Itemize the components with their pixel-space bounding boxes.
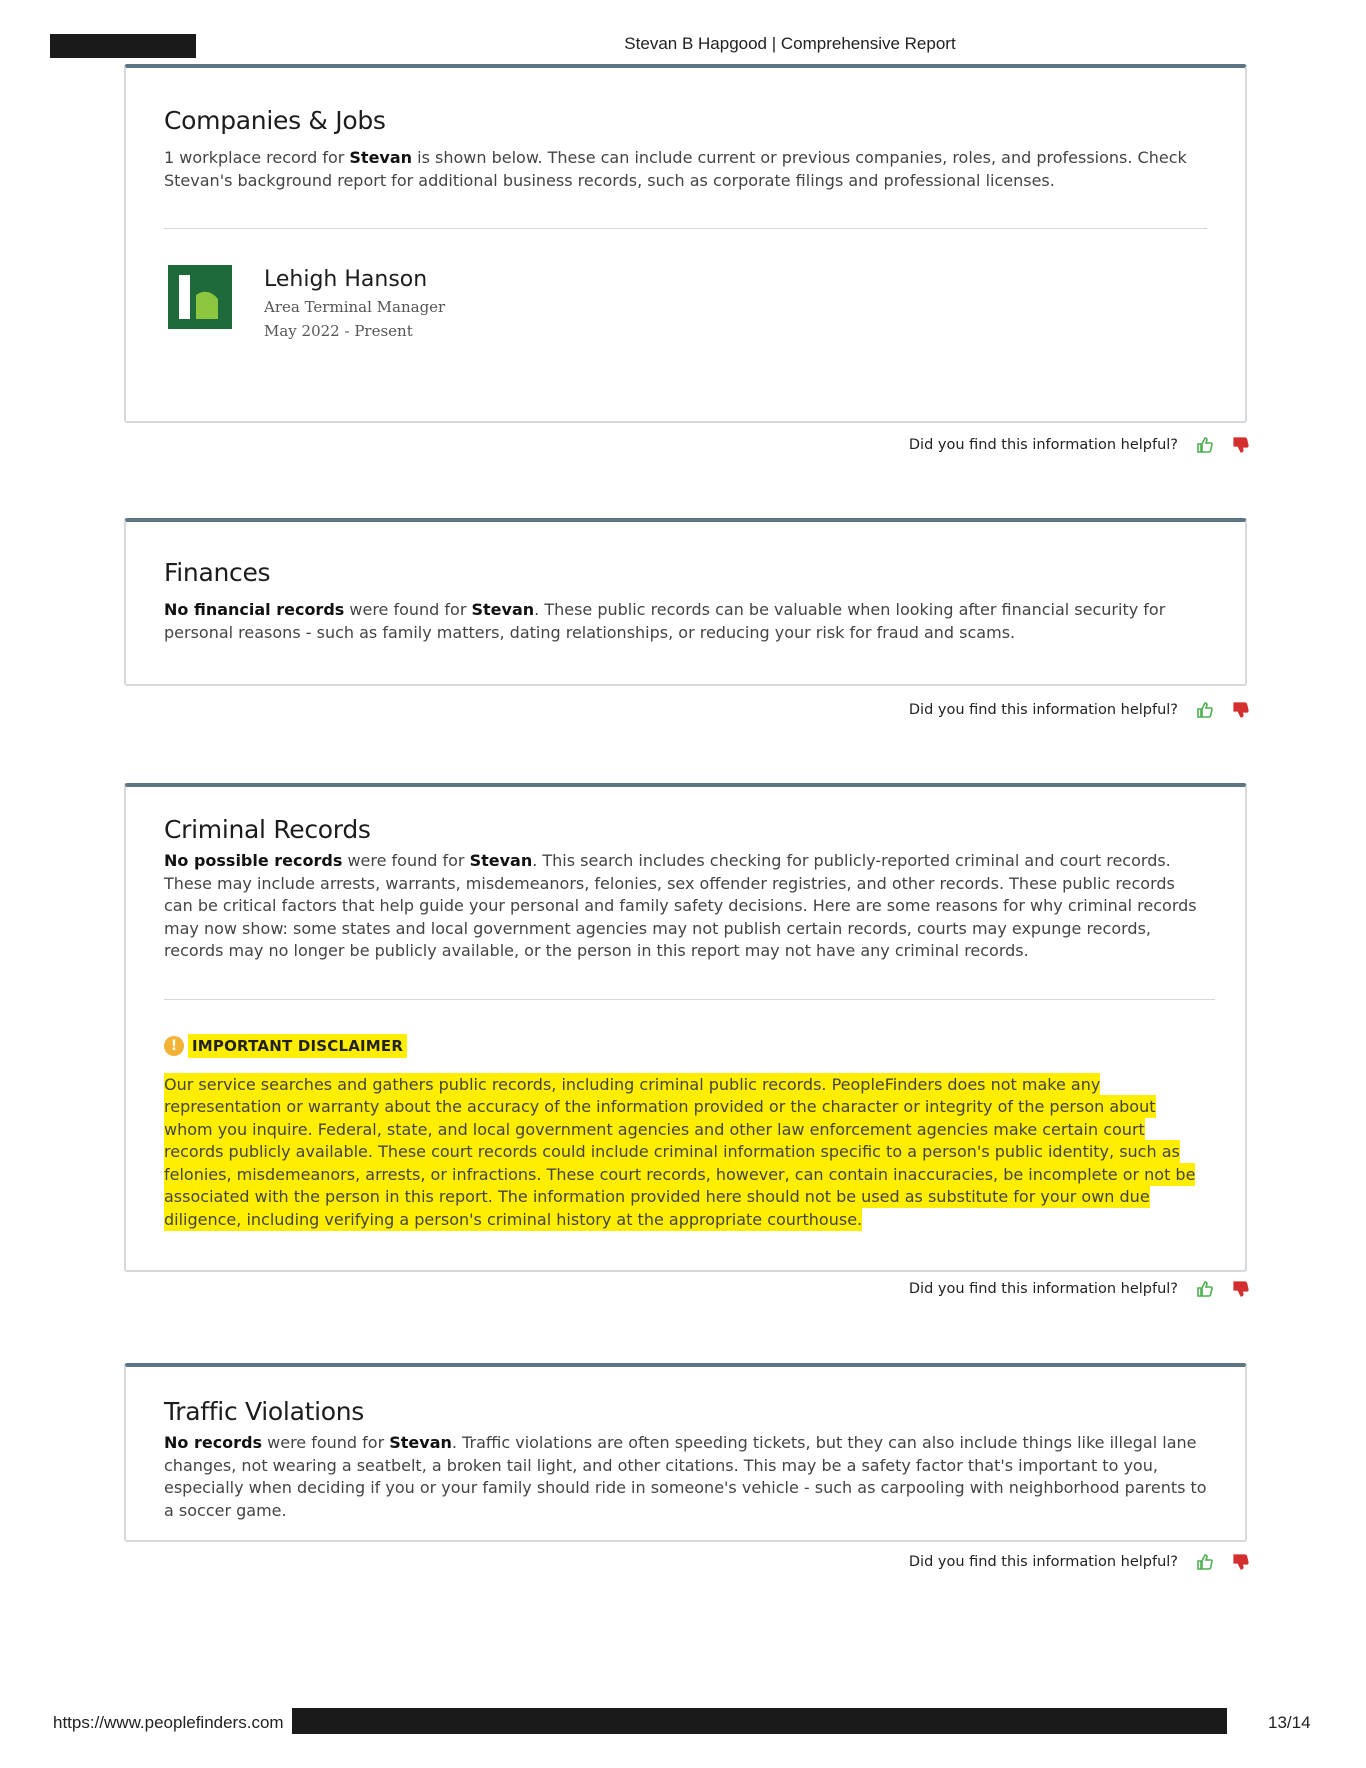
criminal-rest: . This search includes checking for publicly-reported criminal and court records. These may include arrests, warrants, misdemeanors, felonies, sex offender registries, and other records. These public records can be critical factors that help guide your personal and family safety decisions. Here are some reasons for why criminal records may now show: some states and local government agencies may not publish certain records, courts may expunge records, records may no longer be publicly available, or the person in this report may not have any criminal records. — [164, 851, 1197, 960]
criminal-lead: No possible records — [164, 851, 343, 870]
criminal-records-text — [164, 850, 1207, 963]
thumbs-down-icon[interactable] — [1232, 1280, 1250, 1298]
disclaimer-header — [164, 1034, 1207, 1058]
companies-jobs-title: Companies & Jobs — [164, 106, 386, 135]
feedback-row-finances — [800, 701, 1250, 719]
intro-name: Stevan — [349, 148, 413, 167]
companies-jobs-intro — [164, 147, 1207, 192]
finances-text — [164, 599, 1207, 644]
traffic-rest: . Traffic violations are often speeding tickets, but they can also include things like illegal lane changes, not wearing a seatbelt, a broken tail light, and other citations. This may be a safety factor that's important to you, especially when deciding if you or your family should ride in someone's vehicle - such as carpooling with neighborhood parents to a soccer game. — [164, 1433, 1207, 1520]
traffic-name: Stevan — [389, 1433, 452, 1452]
warning-icon: ! — [164, 1036, 184, 1056]
criminal-divider — [164, 999, 1215, 1000]
traffic-mid: were found for — [262, 1433, 390, 1452]
feedback-question: Did you find this information helpful? — [908, 1281, 1178, 1297]
intro-text-post: is shown below. These can include current or previous companies, roles, and professions. Check Stevan's background report for additional business records, such as corporate filings and professional licenses. — [164, 148, 1187, 190]
feedback-row-traffic — [800, 1553, 1250, 1571]
job-company: Lehigh Hanson — [264, 267, 428, 292]
feedback-question: Did you find this information helpful? — [908, 437, 1178, 453]
feedback-row-criminal — [800, 1280, 1250, 1298]
thumbs-down-icon[interactable] — [1232, 701, 1250, 719]
finances-card — [124, 518, 1247, 686]
feedback-row-companies — [800, 436, 1250, 454]
thumbs-down-icon[interactable] — [1232, 436, 1250, 454]
finances-name: Stevan — [471, 600, 535, 619]
traffic-lead: No records — [164, 1433, 263, 1452]
job-entry — [164, 265, 1207, 340]
company-logo-icon — [168, 265, 232, 329]
print-footer-url: https://www.peoplefinders.com — [53, 1713, 284, 1732]
redaction-bar-footer — [292, 1708, 1227, 1734]
thumbs-up-icon[interactable] — [1196, 701, 1214, 719]
thumbs-down-icon[interactable] — [1232, 1553, 1250, 1571]
thumbs-up-icon[interactable] — [1196, 1280, 1214, 1298]
job-role: Area Terminal Manager — [264, 298, 446, 316]
disclaimer-title: IMPORTANT DISCLAIMER — [188, 1034, 407, 1058]
traffic-violations-text — [164, 1432, 1207, 1522]
finances-title: Finances — [164, 558, 271, 587]
intro-text-pre: 1 workplace record for — [164, 148, 350, 167]
traffic-violations-title: Traffic Violations — [164, 1397, 365, 1426]
feedback-question: Did you find this information helpful? — [908, 1554, 1178, 1570]
finances-mid: were found for — [344, 600, 472, 619]
traffic-violations-card — [124, 1363, 1247, 1542]
print-header-title: Stevan B Hapgood | Comprehensive Report — [624, 34, 956, 53]
criminal-records-card — [124, 783, 1247, 1272]
feedback-question: Did you find this information helpful? — [908, 702, 1178, 718]
thumbs-up-icon[interactable] — [1196, 1553, 1214, 1571]
job-dates: May 2022 - Present — [264, 322, 413, 340]
print-footer-page-number: 13/14 — [1268, 1713, 1311, 1732]
criminal-mid: were found for — [342, 851, 470, 870]
criminal-name: Stevan — [469, 851, 533, 870]
job-details — [264, 265, 445, 340]
thumbs-up-icon[interactable] — [1196, 436, 1214, 454]
disclaimer-body-text: Our service searches and gathers public records, including criminal public records. PeopleFinders does not make any representation or warranty about the accuracy of the information provided or the character or integrity of the person about whom you inquire. Federal, state, and local government agencies and other law enforcement agencies make certain court records publicly available. These court records could include criminal information specific to a person's public identity, such as felonies, misdemeanors, arrests, or infractions. These court records, however, can contain inaccuracies, be incomplete or not be associated with the person in this report. The information provided here should not be used as substitute for your own due diligence, including verifying a person's criminal history at the appropriate courthouse. — [164, 1074, 1196, 1229]
disclaimer-body — [164, 1074, 1207, 1232]
companies-divider — [164, 228, 1207, 229]
criminal-records-title: Criminal Records — [164, 815, 371, 844]
finances-rest: . These public records can be valuable when looking after financial security for personal reasons - such as family matters, dating relationships, or reducing your risk for fraud and scams. — [164, 600, 1166, 642]
finances-lead: No financial records — [164, 600, 345, 619]
companies-jobs-card — [124, 64, 1247, 423]
